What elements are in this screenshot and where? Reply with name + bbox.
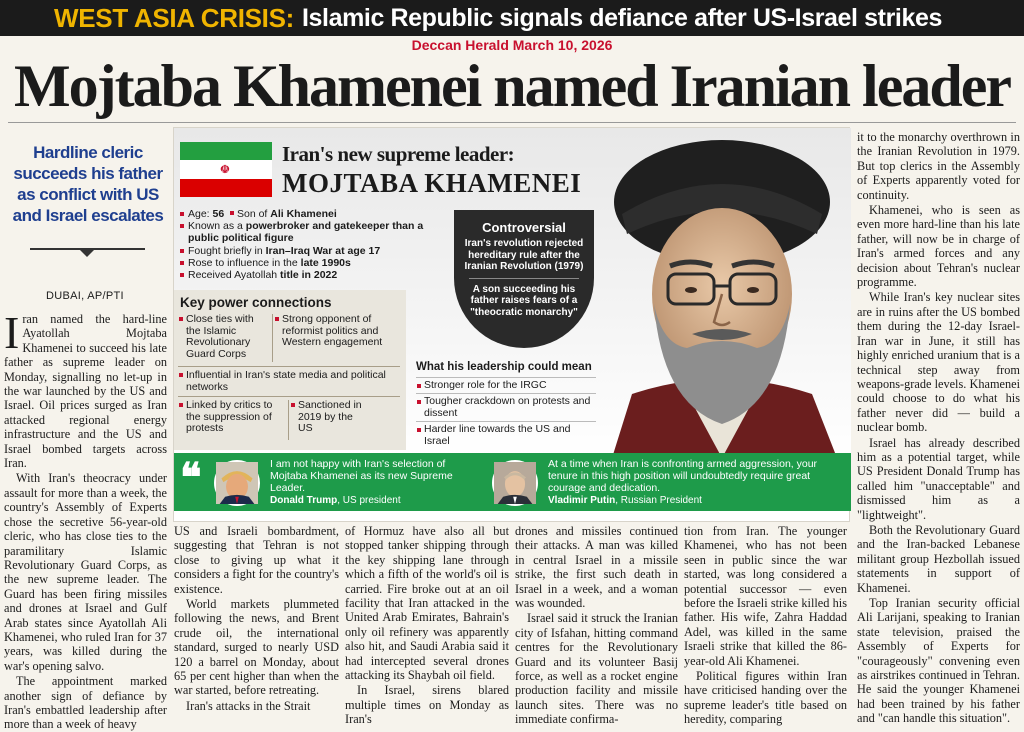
quotes-band: [174, 453, 851, 511]
paragraph-text: ran named the hard-line Ayatollah Mojtaba Khamenei to succeed his late father as supreme leader on Monday, signalling no let-up in the war launched by the US and Israel. Oil prices surged as Iran attacked regional energy infrastructure and the US and Israel bombed targets across Iran.: [4, 312, 167, 471]
page-headline: Mojtaba Khamenei named Iranian leader: [14, 53, 1010, 119]
controversial-heading: Controversial: [482, 220, 566, 235]
leadership-item: Harder line towards the US and Israel: [416, 421, 596, 449]
fact-item: Fought briefly in Iran–Iraq War at age 17: [180, 245, 440, 257]
leadership-item: Tougher crackdown on protests and dissent: [416, 393, 596, 421]
power-connection-item: Close ties with the Islamic Revolutionary Guard Corps: [178, 314, 270, 360]
quote-attribution: Vladimir Putin, Russian President: [548, 495, 702, 506]
article-paragraph: While Iran's key nuclear sites are in ruins after the US bombed them during the 12-day Israel-Iran war in June, it still has highly enriched uranium that is a technical step away from weapons-grade levels. Khamenei could choose to do what his father never did — build a nuclear bomb.: [857, 290, 1020, 435]
power-connection-item: Influential in Iran's state media and political networks: [178, 370, 400, 393]
article-paragraph: [4, 307, 167, 471]
key-power-connections: [174, 290, 406, 450]
quote-attribution: Donald Trump, US president: [270, 495, 401, 506]
article-paragraph: Iran's attacks in the Strait: [186, 698, 311, 713]
deck-arrow-icon: [80, 250, 94, 257]
article-paragraph: US and Israeli bombardment, suggesting that Tehran is not close to giving up what it considers a fight for the country's existence.: [174, 524, 339, 596]
controversial-text: A son succeeding his father raises fears of a "theocratic monarchy": [470, 283, 578, 318]
quote-text: At a time when Iran is confronting armed aggression, your tenure in this high position will undoubtedly require great courage and dedication.: [548, 458, 818, 494]
deck-subheadline: Hardline cleric succeeds his father as conflict with US and Israel escalates: [12, 143, 164, 225]
callout-divider: [469, 278, 579, 279]
fact-item: Received Ayatollah title in 2022: [180, 269, 440, 281]
article-paragraph: drones and missiles continued their attacks. A man was killed in central Israel in a missile strike, the first such death in Israel in a week, and a woman was wounded.: [515, 524, 678, 611]
key-power-heading: Key power connections: [180, 295, 332, 310]
banner-text: Islamic Republic signals defiance after US-Israel strikes: [301, 3, 942, 32]
putin-quote: [548, 458, 844, 507]
cell-divider: [288, 400, 289, 440]
article-paragraph: Israel has already described him as a potential target, while US President Donald Trump has called him "unacceptable" and dismissed him as a "lightweight".: [857, 435, 1020, 522]
article-paragraph: Both the Revolutionary Guard and the Iran-backed Lebanese militant group Hezbollah issued statements in support of Khamenei.: [857, 522, 1020, 595]
article-column-6: [857, 130, 1020, 726]
controversial-callout: [454, 210, 594, 348]
article-column-2: [174, 524, 339, 720]
iran-flag-icon: ☫: [180, 142, 272, 197]
leadership-item: Stronger role for the IRGC: [416, 377, 596, 394]
infographic-name: MOJTABA KHAMENEI: [282, 168, 582, 198]
fact-item: Age: 56 Son of Ali Khamenei: [180, 208, 440, 220]
cell-divider: [178, 366, 400, 367]
cell-divider: [272, 314, 273, 362]
article-paragraph: Israel said it struck the Iranian city of Isfahan, hitting command centres for the Revolutionary Guard and its volunteer Basij force, as well as a rocket engine production facility and missile launch sites. There was no immediate confirma-: [515, 611, 678, 727]
dateline: DUBAI, AP/PTI: [46, 290, 124, 302]
cell-divider: [178, 396, 400, 397]
trump-quote: [270, 458, 470, 507]
kicker-banner: [0, 0, 1024, 36]
article-paragraph: tion from Iran. The younger Khamenei, who has not been seen in public since the war started, was long considered a potential successor — even before the Israeli strike killed his father. His wife, Zahra Haddad Adel, was killed in the same Israeli strike that killed the 86-year-old Ali Khamenei.: [684, 524, 847, 668]
banner-kicker: WEST ASIA CRISIS:: [54, 2, 294, 33]
article-paragraph: The appointment marked another sign of defiance by Iran's embattled leadership after more than a week of heavy: [4, 674, 167, 732]
infographic-title: Iran's new supreme leader:: [282, 142, 515, 166]
quote-mark-icon: ❝: [180, 454, 202, 501]
article-column-1: [4, 307, 167, 732]
portrait-illustration: [592, 134, 851, 458]
profile-facts: [180, 208, 440, 281]
power-connection-item: Linked by critics to the suppression of protests: [178, 400, 286, 435]
article-paragraph: Khamenei, who is seen as even more hard-line than his late father, will now be in charge of Iran's armed forces and any decision about Tehran's nuclear programme.: [857, 203, 1020, 290]
article-paragraph: it to the monarchy overthrown in the Iranian Revolution in 1979. But top clerics in the Assembly of Experts apparently voted for continuity.: [857, 130, 1020, 202]
trump-avatar: [214, 460, 260, 506]
fact-item: Known as a powerbroker and gatekeeper than a public political figure: [180, 220, 440, 244]
article-paragraph: Top Iranian security official Ali Larijani, speaking to Iranian state television, praised the Assembly of Experts for "courageously" convening even as airstrikes continued in Tehran. He said the younger Khamenei had been trained by his father and "can handle this situation".: [857, 596, 1020, 726]
article-paragraph: World markets plummeted following the news, and Brent crude oil, the international standard, surged to nearly USD 120 a barrel on Monday, about 65 per cent higher than when the war started, before retreating.: [174, 597, 339, 698]
article-column-4: [515, 524, 678, 727]
article-paragraph: In Israel, sirens blared multiple times on Monday as Iran's: [345, 683, 509, 727]
article-column-5: [684, 524, 847, 727]
quote-text: I am not happy with Iran's selection of Mojtaba Khamenei as its new Supreme Leader.: [270, 458, 453, 494]
infographic-panel: [173, 127, 850, 522]
source-line: Deccan Herald March 10, 2026: [411, 37, 613, 53]
article-paragraph: of Hormuz have also all but stopped tanker shipping through the key shipping lane through which a fifth of the world's oil is carried. Fire broke out at an oil facility that Iran attacked in the United Arab Emirates, Bahrain's only oil refinery was apparently also hit, and Saudi Arabia said it had intercepted several drones attacking its Shaybah oil field.: [345, 524, 509, 683]
leadership-heading: What his leadership could mean: [416, 361, 592, 373]
controversial-text: Iran's revolution rejected hereditary rule after the Iranian Revolution (1979): [464, 238, 584, 272]
article-column-3: [345, 524, 509, 727]
putin-avatar: [492, 460, 538, 506]
power-connection-item: Sanctioned in 2019 by the US: [290, 400, 370, 435]
headline-divider: [8, 122, 1016, 123]
power-connection-item: Strong opponent of reformist politics and Western engagement: [274, 314, 402, 349]
article-paragraph: With Iran's theocracy under assault for more than a week, the country's Assembly of Experts chose the secretive 56-year-old cleric, who has close ties to the paramilitary Islamic Revolutionary Guard Corps, as the new supreme leader. The Guard has been firing missiles and drones at Israel and Gulf Arab states since Ayatollah Ali Khamenei, who ruled Iran for 37 years, was killed during the war's opening salvo.: [4, 471, 167, 673]
leadership-impact: [416, 362, 596, 450]
fact-item: Rose to influence in the late 1990s: [180, 257, 440, 269]
article-paragraph: Political figures within Iran have criticised handing over the supreme leader's title based on heredity, comparing: [684, 669, 847, 727]
drop-cap: I: [4, 307, 20, 358]
